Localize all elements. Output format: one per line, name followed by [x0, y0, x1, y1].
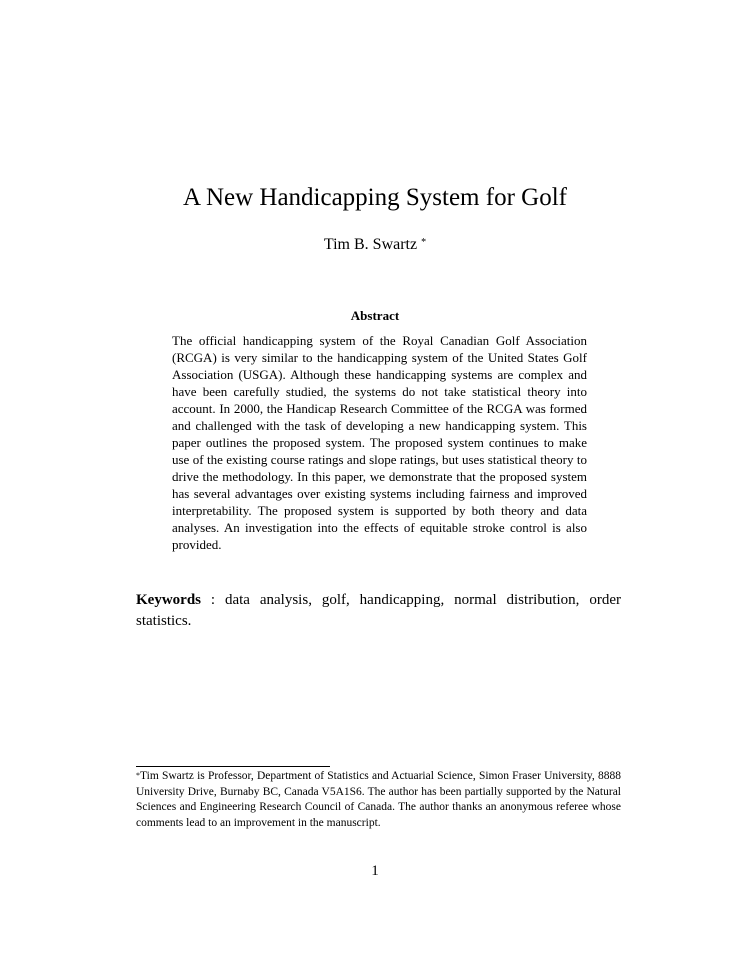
keywords-label: Keywords — [136, 592, 201, 608]
page-number: 1 — [371, 863, 379, 879]
footnote-divider — [136, 766, 330, 767]
keywords-list: : data analysis, golf, handicapping, normal distribution, order statistics. — [136, 592, 621, 629]
abstract-heading: Abstract — [350, 308, 400, 323]
keywords-line — [136, 590, 621, 632]
author-footnote-marker: * — [421, 237, 427, 248]
author-name: Tim B. Swartz — [323, 236, 418, 253]
footnote-marker: * — [136, 771, 140, 780]
author-line — [0, 235, 750, 255]
author-footnote — [136, 769, 621, 831]
paper-title: A New Handicapping System for Golf — [183, 184, 567, 211]
footnote-text: Tim Swartz is Professor, Department of Statistics and Actuarial Science, Simon Fraser University, 8888 University Drive, Burnaby BC, Canada V5A1S6. The author has been partially supported by the Natural Sciences and Engineering Research Council of Canada. The author thanks an anonymous referee whose comments lead to an improvement in the manuscript. — [136, 770, 621, 829]
abstract-body: The official handicapping system of the Royal Canadian Golf Association (RCGA) is very similar to the handicapping system of the United States Golf Association (USGA). Although these handicapping systems are complex and have been carefully studied, the systems do not take statistical theory into account. In 2000, the Handicap Research Committee of the RCGA was formed and challenged with the task of developing a new handicapping system. This paper outlines the proposed system. The proposed system continues to make use of the existing course ratings and slope ratings, but uses statistical theory to drive the methodology. In this paper, we demonstrate that the proposed system has several advantages over existing systems including fairness and improved interpretability. The proposed system is supported by both theory and data analyses. An investigation into the effects of equitable stroke control is also provided. — [172, 333, 587, 552]
